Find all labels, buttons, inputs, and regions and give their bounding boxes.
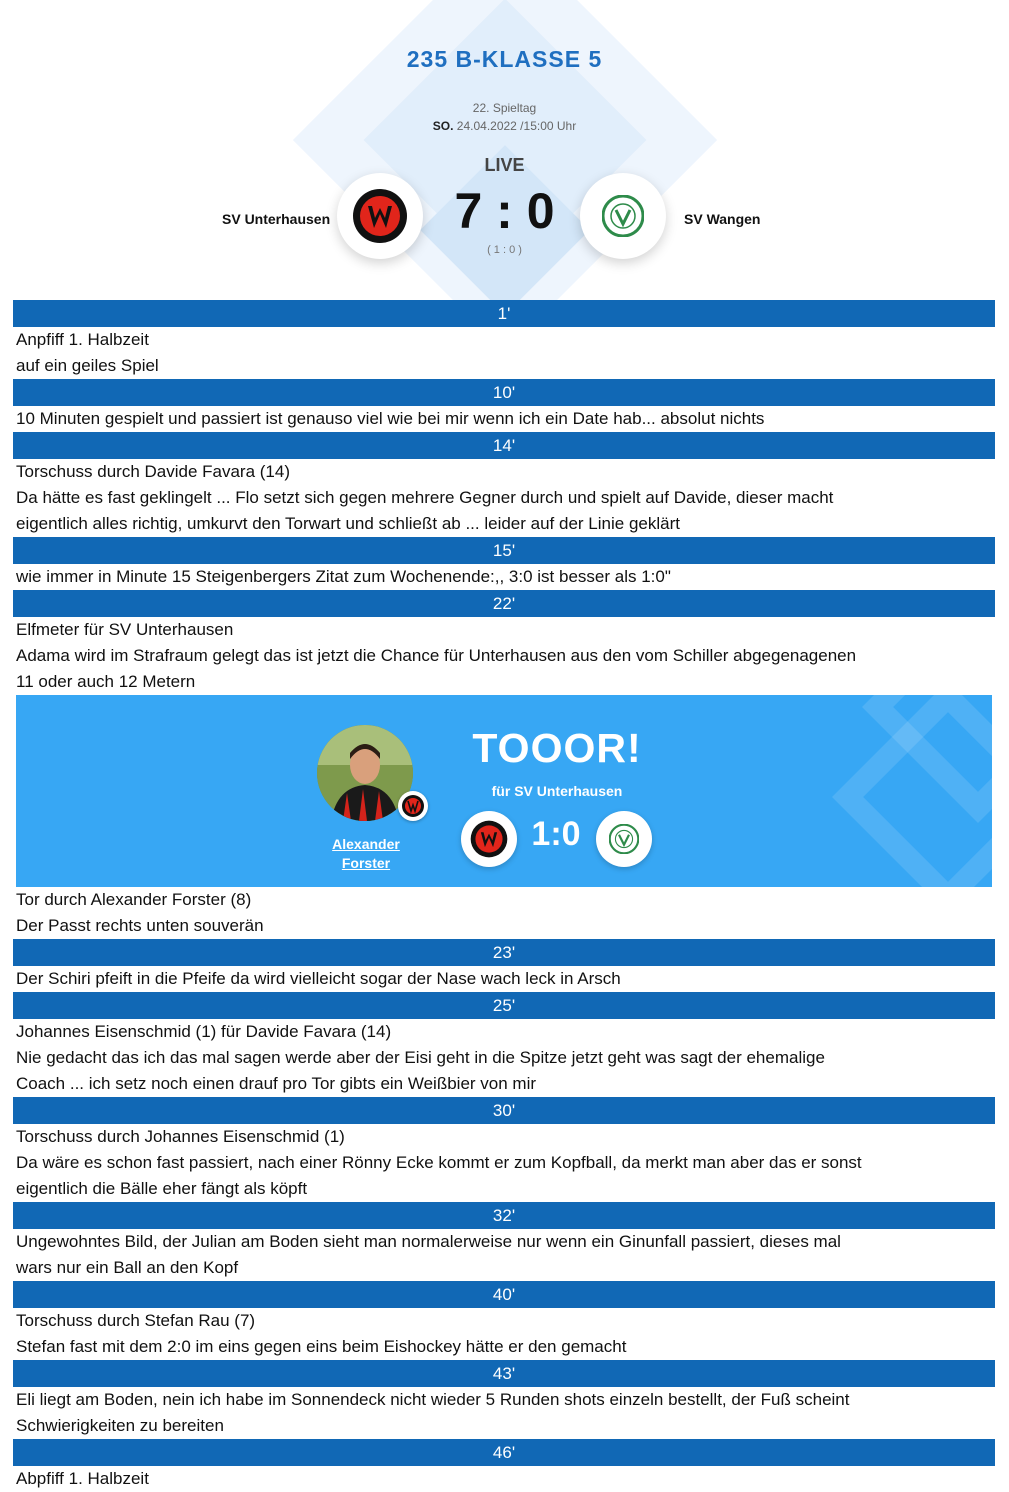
event-text: Da wäre es schon fast passiert, nach einer Rönny Ecke kommt er zum Kopfball, da merkt man aber das er sonst <box>16 1153 862 1172</box>
minute-marker: 14' <box>13 432 995 459</box>
goal-score: 1:0 <box>531 815 581 853</box>
minute-marker: 15' <box>13 537 995 564</box>
live-ticker <box>13 300 995 1492</box>
event-text: Nie gedacht das ich das mal sagen werde aber der Eisi geht in die Spitze jetzt geht was sagt der ehemalige <box>16 1048 825 1067</box>
goal-scorer-link[interactable] <box>316 835 416 873</box>
match-header <box>0 0 1009 300</box>
event-text: Abpfiff 1. Halbzeit <box>16 1469 149 1488</box>
minute-marker: 25' <box>13 992 995 1019</box>
minute-marker: 46' <box>13 1439 995 1466</box>
event-text: Schwierigkeiten zu bereiten <box>16 1416 224 1435</box>
event-text: Johannes Eisenschmid (1) für Davide Favara (14) <box>16 1022 392 1041</box>
event-text: Coach ... ich setz noch einen drauf pro Tor gibts ein Weißbier von mir <box>16 1074 537 1093</box>
event-text: Der Passt rechts unten souverän <box>16 916 264 935</box>
home-team-logo[interactable] <box>337 173 423 259</box>
unterhausen-crest-icon <box>398 791 428 821</box>
minute-marker: 40' <box>13 1281 995 1308</box>
match-date <box>0 119 1009 133</box>
event-text: Der Schiri pfeift in die Pfeife da wird vielleicht sogar der Nase wach leck in Arsch <box>16 969 621 988</box>
event-text: Torschuss durch Stefan Rau (7) <box>16 1311 256 1330</box>
event-text: eigentlich die Bälle eher fängt als köpft <box>16 1179 308 1198</box>
minute-marker: 32' <box>13 1202 995 1229</box>
event-group <box>13 300 995 695</box>
event-text: Torschuss durch Davide Favara (14) <box>16 462 291 481</box>
wangen-crest-icon <box>602 195 644 237</box>
goal-for-team: für SV Unterhausen <box>491 783 623 799</box>
goal-away-logo <box>596 811 652 867</box>
minute-marker: 22' <box>13 590 995 617</box>
event-text: auf ein geiles Spiel <box>16 356 159 375</box>
player-team-badge <box>398 791 428 821</box>
event-text: Elfmeter für SV Unterhausen <box>16 620 234 639</box>
match-score: 7 : 0 <box>454 183 555 239</box>
away-team-name[interactable]: SV Wangen <box>684 211 761 227</box>
event-group <box>13 939 995 1492</box>
event-text: eigentlich alles richtig, umkurvt den Torwart und schließt ab ... leider auf der Linie geklärt <box>16 514 680 533</box>
event-text: Torschuss durch Johannes Eisenschmid (1) <box>16 1127 345 1146</box>
event-text: Anpfiff 1. Halbzeit <box>16 330 149 349</box>
home-team-name[interactable]: SV Unterhausen <box>222 211 331 227</box>
away-team-logo[interactable] <box>580 173 666 259</box>
event-text: 10 Minuten gespielt und passiert ist genauso viel wie bei mir wenn ich ein Date hab... absolut nichts <box>16 409 765 428</box>
unterhausen-crest-icon <box>352 188 408 244</box>
player-last-name: Forster <box>341 855 391 871</box>
event-text: 11 oder auch 12 Metern <box>16 672 196 691</box>
event-text: wie immer in Minute 15 Steigenbergers Zitat zum Wochenende:,, 3:0 ist besser als 1:0" <box>16 567 671 586</box>
event-text: wars nur ein Ball an den Kopf <box>16 1258 239 1277</box>
event-text: Tor durch Alexander Forster (8) <box>16 890 252 909</box>
goal-banner <box>16 695 992 887</box>
halftime-score: ( 1 : 0 ) <box>487 244 522 256</box>
player-first-name: Alexander <box>332 836 400 852</box>
minute-marker: 1' <box>13 300 995 327</box>
minute-marker: 23' <box>13 939 995 966</box>
unterhausen-crest-icon <box>470 820 508 858</box>
event-text: Da hätte es fast geklingelt ... Flo setzt sich gegen mehrere Gegner durch und spielt auf Davide, dieser macht <box>16 488 834 507</box>
goal-home-logo <box>461 811 517 867</box>
minute-marker: 30' <box>13 1097 995 1124</box>
event-text: Stefan fast mit dem 2:0 im eins gegen eins beim Eishockey hätte er den gemacht <box>16 1337 627 1356</box>
event-text: Ungewohntes Bild, der Julian am Boden sieht man normalerweise nur wenn ein Ginunfall passiert, dieses mal <box>16 1232 841 1251</box>
event-text: Eli liegt am Boden, nein ich habe im Sonnendeck nicht wieder 5 Runden shots einzeln bestellt, der Fuß scheint <box>16 1390 850 1409</box>
event-text: Adama wird im Strafraum gelegt das ist jetzt die Chance für Unterhausen aus den vom Schiller abgegenagenen <box>16 646 857 665</box>
minute-marker: 43' <box>13 1360 995 1387</box>
match-round: 22. Spieltag <box>472 101 537 115</box>
goal-title: TOOOR! <box>472 725 642 771</box>
wangen-crest-icon <box>609 824 639 854</box>
match-day: SO. <box>432 119 454 133</box>
goal-description <box>13 887 995 939</box>
match-datetime: 24.04.2022 /15:00 Uhr <box>453 119 577 133</box>
live-status: LIVE <box>484 155 525 175</box>
minute-marker: 10' <box>13 379 995 406</box>
league-title[interactable]: 235 B-KLASSE 5 <box>406 46 603 72</box>
